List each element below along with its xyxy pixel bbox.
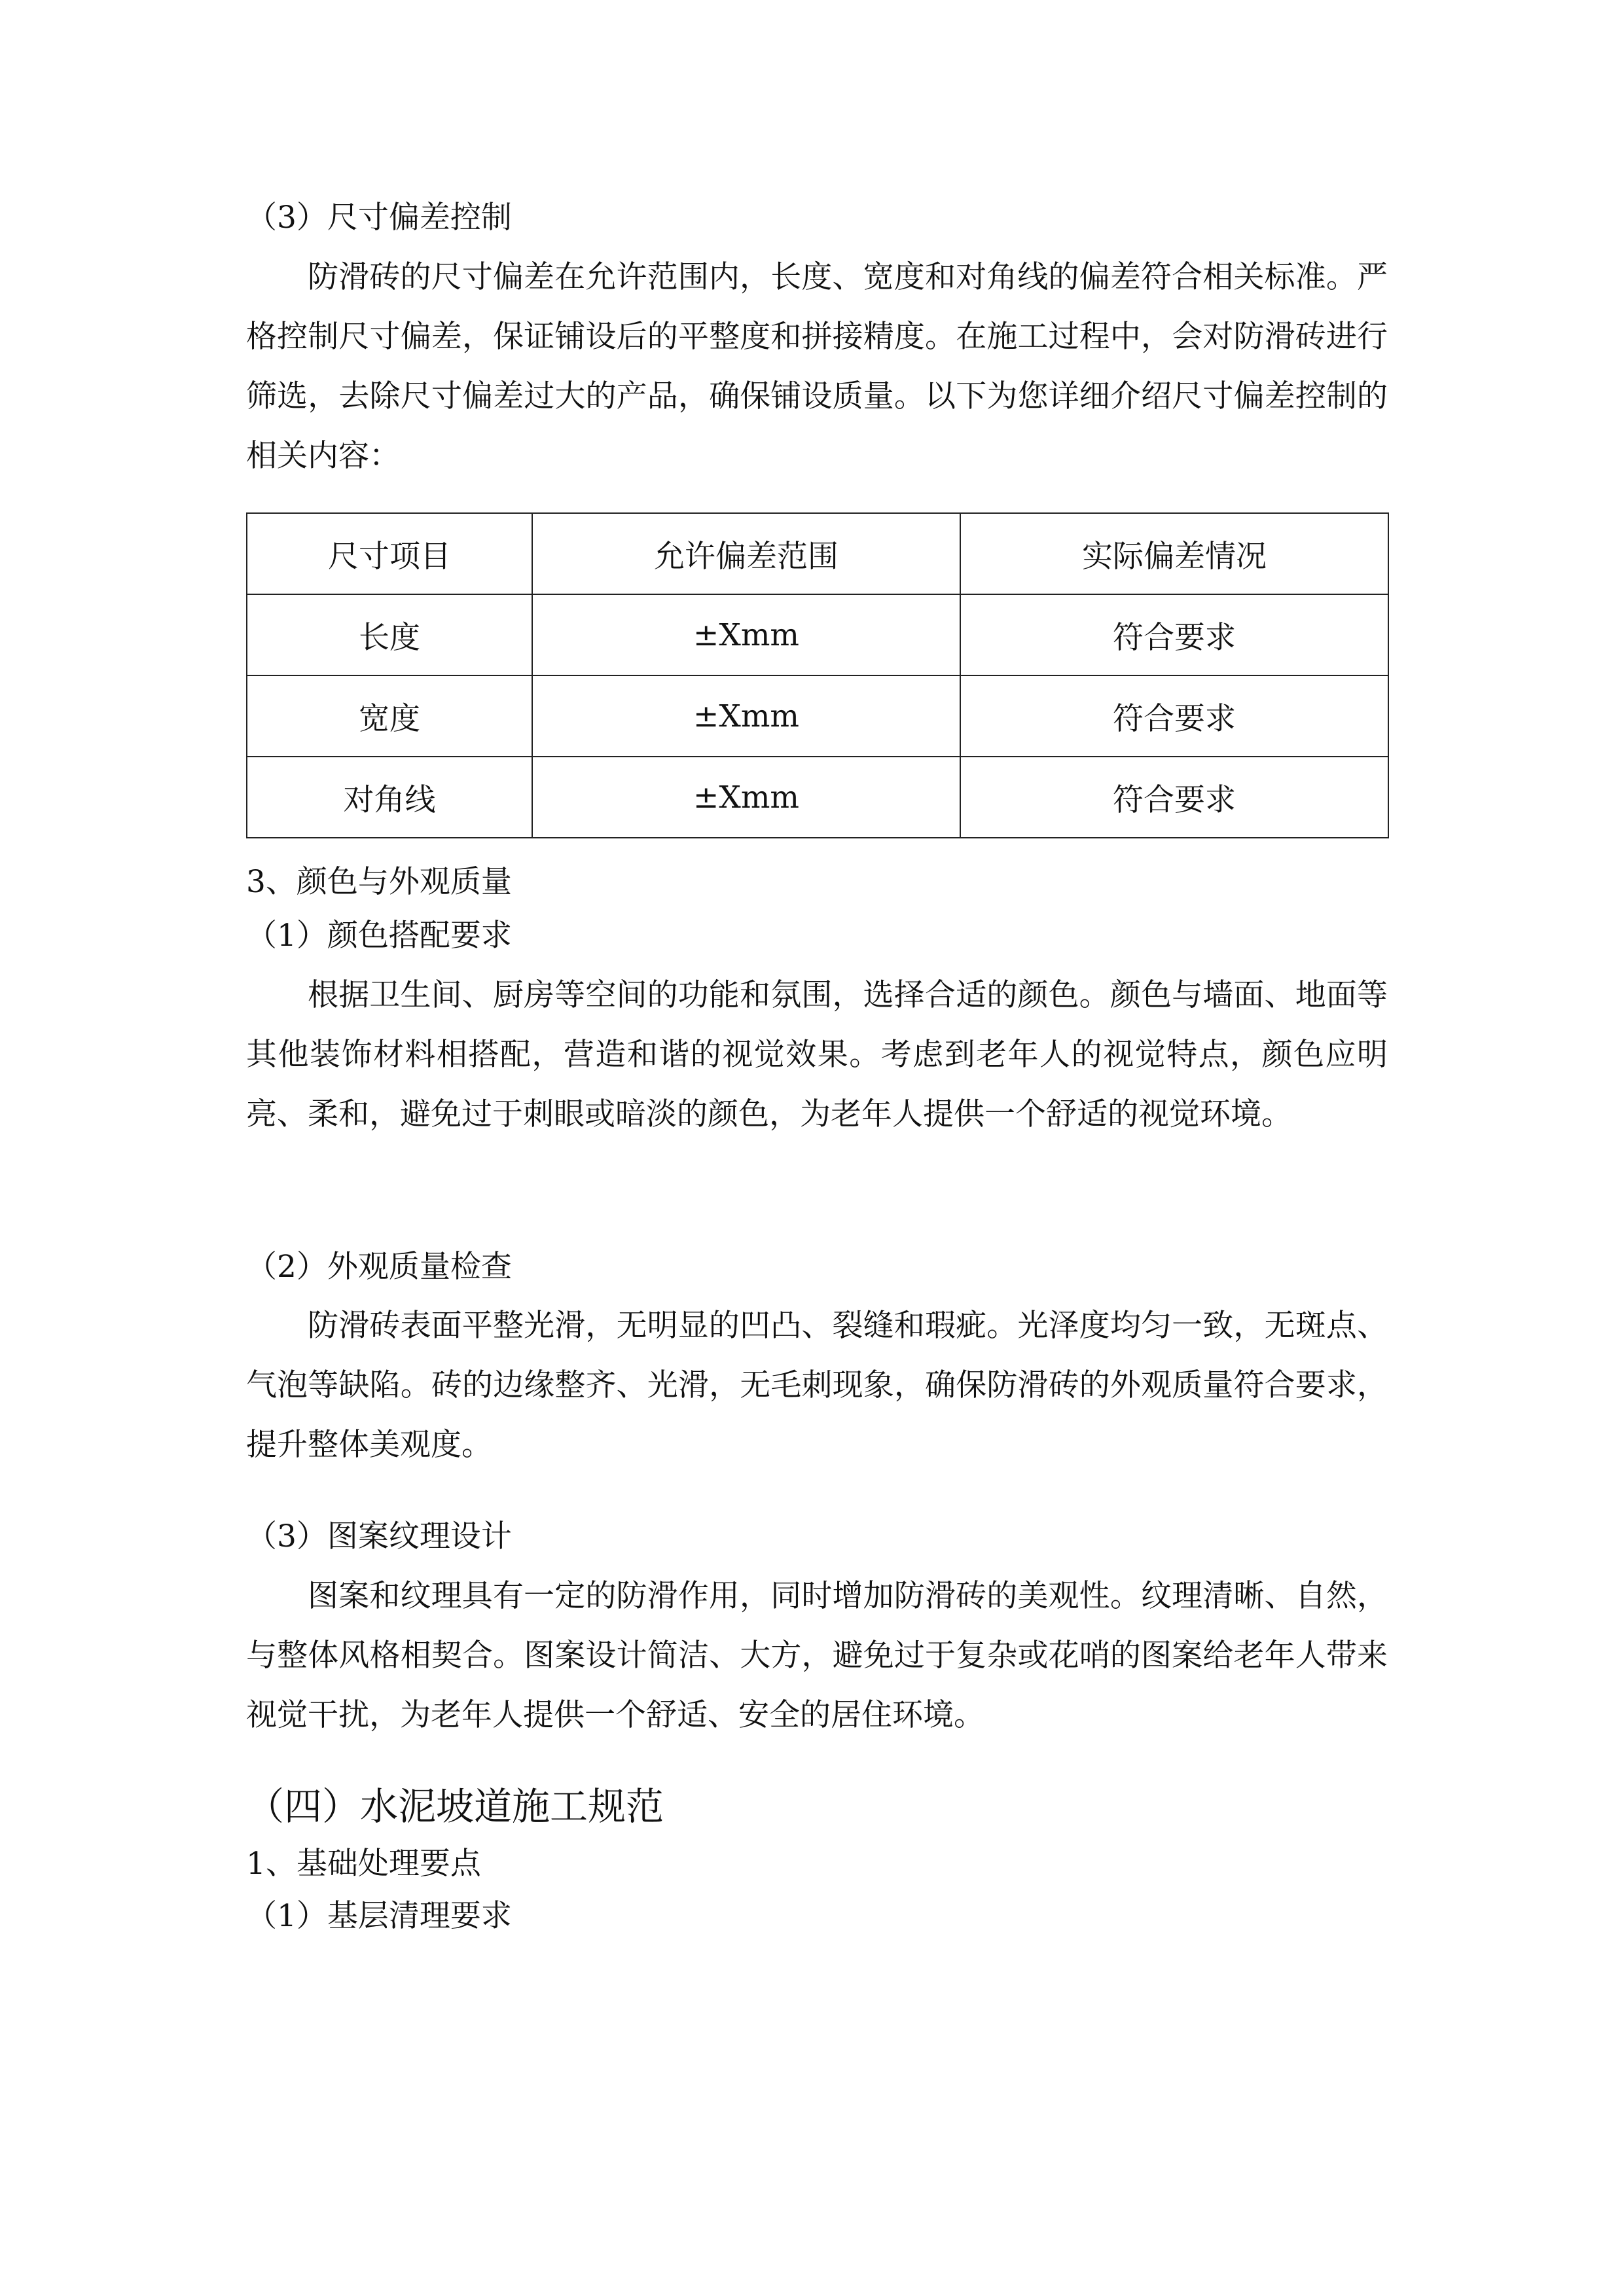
section-heading-color-appearance: 3、颜色与外观质量 xyxy=(246,864,512,900)
section-heading-base-treatment: 1、基础处理要点 xyxy=(246,1846,481,1882)
table-row xyxy=(247,757,1388,838)
table-cell: 长度 xyxy=(247,594,532,675)
subsection-heading-size-deviation: （3）尺寸偏差控制 xyxy=(246,200,512,236)
table-cell: 符合要求 xyxy=(960,757,1388,838)
table-cell: 宽度 xyxy=(247,675,532,757)
table-cell: 符合要求 xyxy=(960,594,1388,675)
table-cell: 对角线 xyxy=(247,757,532,838)
paragraph-pattern-design: 图案和纹理具有一定的防滑作用，同时增加防滑砖的美观性。纹理清晰、自然，与整体风格相契合。图案设计简洁、大方，避免过于复杂或花哨的图案给老年人带来视觉干扰，为老年人提供一个舒适、安全的居住环境。 xyxy=(246,1578,1388,1733)
size-deviation-table xyxy=(246,512,1389,838)
subsection-heading-base-cleaning: （1）基层清理要求 xyxy=(246,1898,512,1934)
table-cell: ±Xmm xyxy=(532,757,960,838)
table-header-cell: 允许偏差范围 xyxy=(532,513,960,594)
paragraph-appearance-check: 防滑砖表面平整光滑，无明显的凹凸、裂缝和瑕疵。光泽度均匀一致，无斑点、气泡等缺陷。砖的边缘整齐、光滑，无毛刺现象，确保防滑砖的外观质量符合要求，提升整体美观度。 xyxy=(246,1308,1388,1463)
paragraph-size-deviation: 防滑砖的尺寸偏差在允许范围内，长度、宽度和对角线的偏差符合相关标准。严格控制尺寸偏差，保证铺设后的平整度和拼接精度。在施工过程中，会对防滑砖进行筛选，去除尺寸偏差过大的产品，确保铺设质量。以下为您详细介绍尺寸偏差控制的相关内容： xyxy=(246,259,1388,474)
subsection-heading-color-match: （1）颜色搭配要求 xyxy=(246,918,512,954)
table-header-cell: 实际偏差情况 xyxy=(960,513,1388,594)
table-cell: ±Xmm xyxy=(532,675,960,757)
table-cell: ±Xmm xyxy=(532,594,960,675)
table-row xyxy=(247,675,1388,757)
table-header-row xyxy=(247,513,1388,594)
subsection-heading-appearance-check: （2）外观质量检查 xyxy=(246,1249,512,1285)
table-header-cell: 尺寸项目 xyxy=(247,513,532,594)
table-cell: 符合要求 xyxy=(960,675,1388,757)
section-heading-cement-ramp: （四）水泥坡道施工规范 xyxy=(246,1784,664,1829)
paragraph-color-match: 根据卫生间、厨房等空间的功能和氛围，选择合适的颜色。颜色与墙面、地面等其他装饰材料相搭配，营造和谐的视觉效果。考虑到老年人的视觉特点，颜色应明亮、柔和，避免过于刺眼或暗淡的颜色，为老年人提供一个舒适的视觉环境。 xyxy=(246,977,1388,1132)
table-row xyxy=(247,594,1388,675)
subsection-heading-pattern-design: （3）图案纹理设计 xyxy=(246,1518,512,1554)
